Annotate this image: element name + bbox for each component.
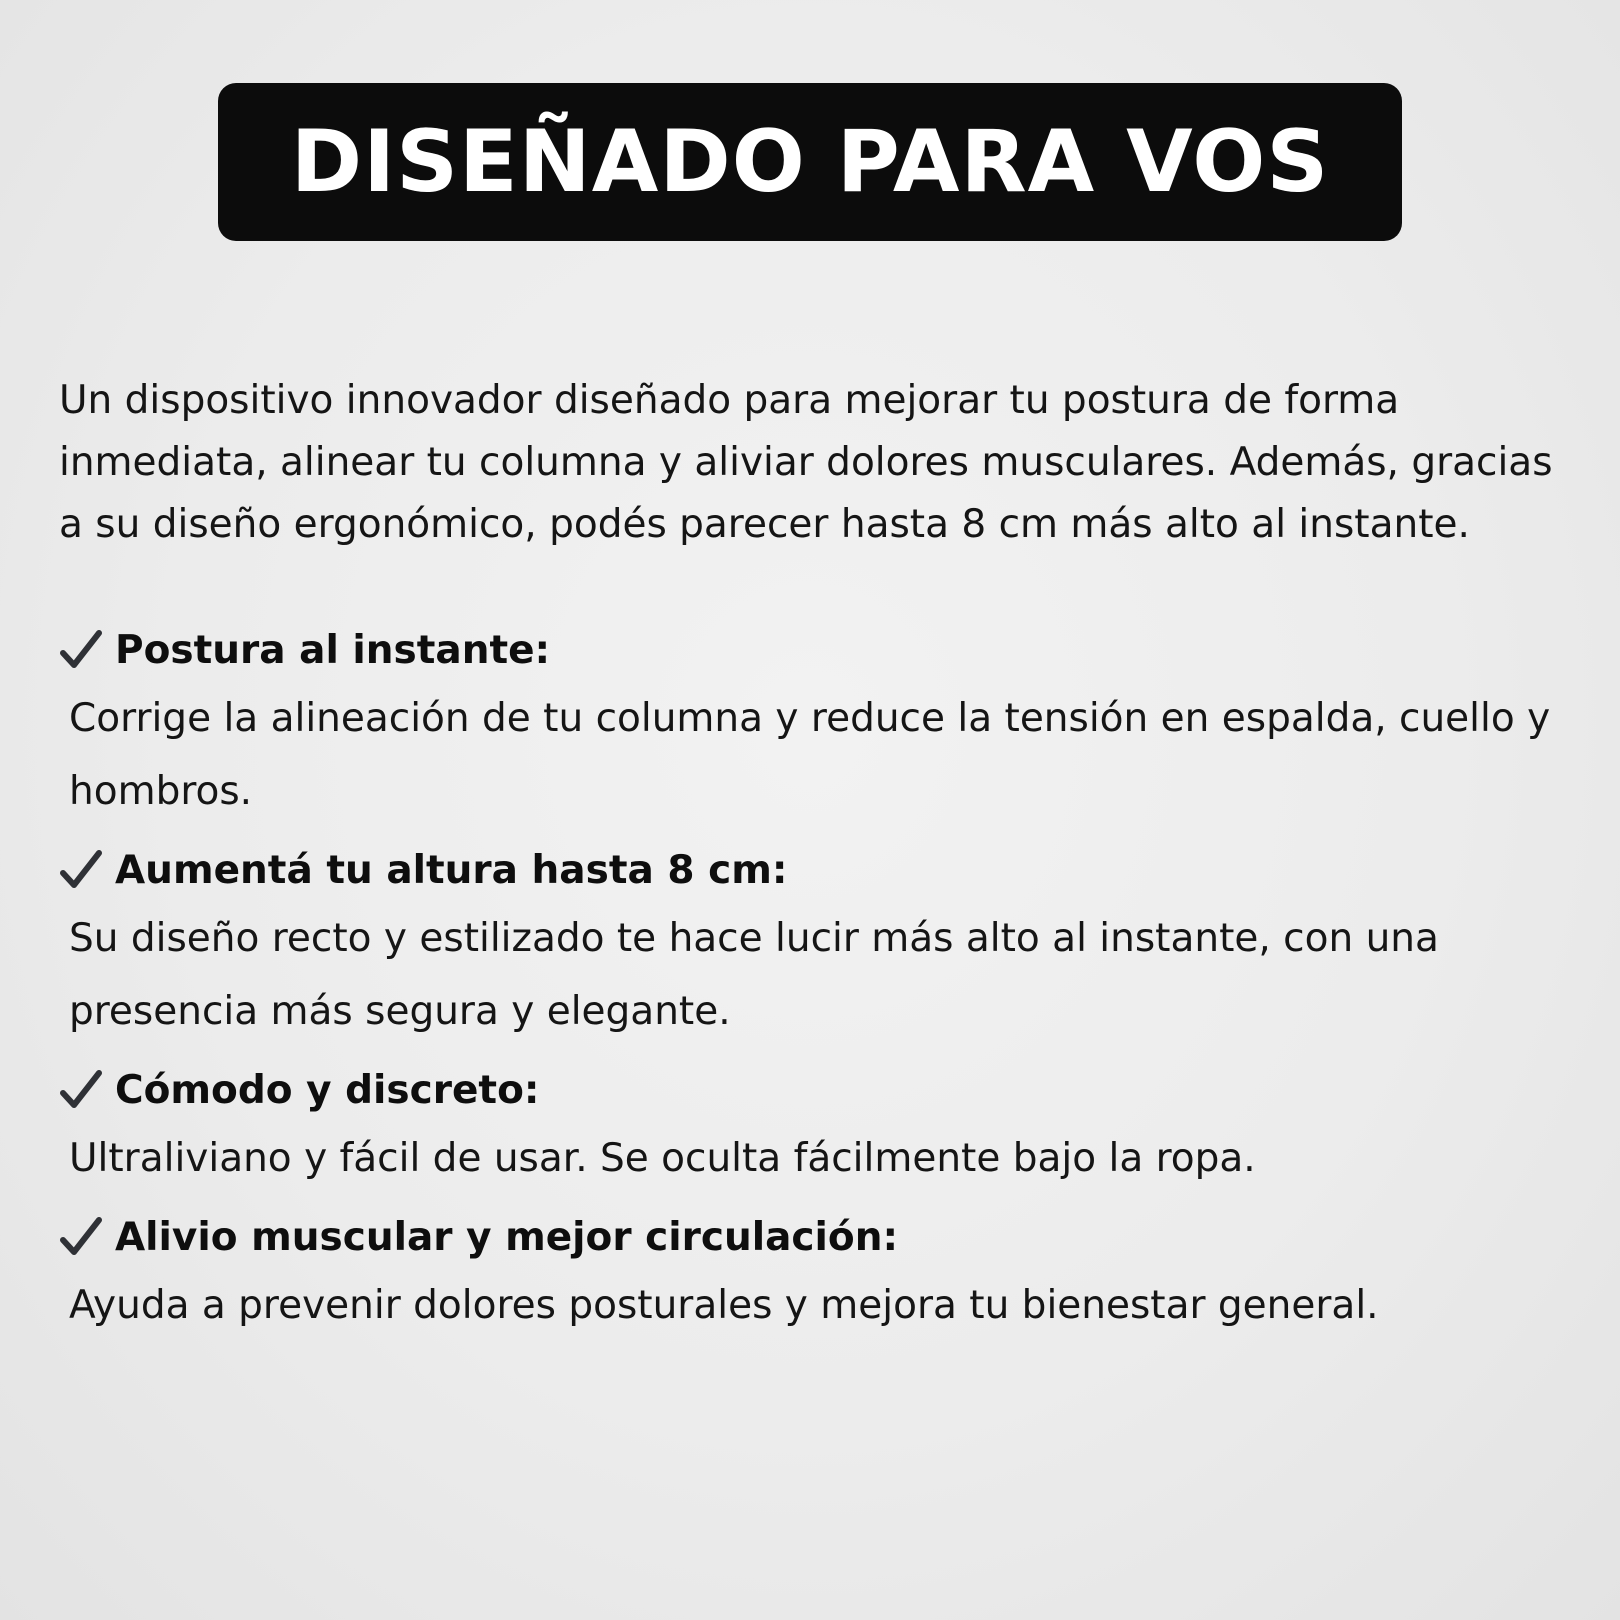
feature-item-comfort xyxy=(59,1058,1579,1122)
feature-description: Ayuda a prevenir dolores posturales y mejora tu bienestar general. xyxy=(69,1283,1379,1328)
check-icon xyxy=(59,628,103,672)
feature-title: Aumentá tu altura hasta 8 cm: xyxy=(115,847,788,893)
feature-item-height xyxy=(59,838,1579,902)
feature-title: Alivio muscular y mejor circulación: xyxy=(115,1214,899,1260)
feature-item-posture xyxy=(59,618,1579,682)
feature-list xyxy=(59,618,1579,1342)
check-icon xyxy=(59,1215,103,1259)
feature-description: Corrige la alineación de tu columna y reduce la tensión en espalda, cuello y hombros. xyxy=(69,696,1551,814)
feature-title: Cómodo y discreto: xyxy=(115,1067,540,1113)
feature-description: Ultraliviano y fácil de usar. Se oculta fácilmente bajo la ropa. xyxy=(69,1136,1256,1181)
feature-description: Su diseño recto y estilizado te hace lucir más alto al instante, con una presencia más segura y elegante. xyxy=(69,916,1439,1034)
feature-item-relief xyxy=(59,1205,1579,1269)
content-area xyxy=(59,370,1579,1342)
title-banner xyxy=(218,83,1402,241)
check-icon xyxy=(59,1068,103,1112)
feature-title: Postura al instante: xyxy=(115,627,551,673)
intro-paragraph: Un dispositivo innovador diseñado para mejorar tu postura de forma inmediata, alinear tu columna y aliviar dolores musculares. Además, gracias a su diseño ergonómico, podés parecer hasta 8 cm más alto al instante. xyxy=(59,378,1553,547)
check-icon xyxy=(59,848,103,892)
page-title: DISEÑADO PARA VOS xyxy=(290,112,1330,212)
